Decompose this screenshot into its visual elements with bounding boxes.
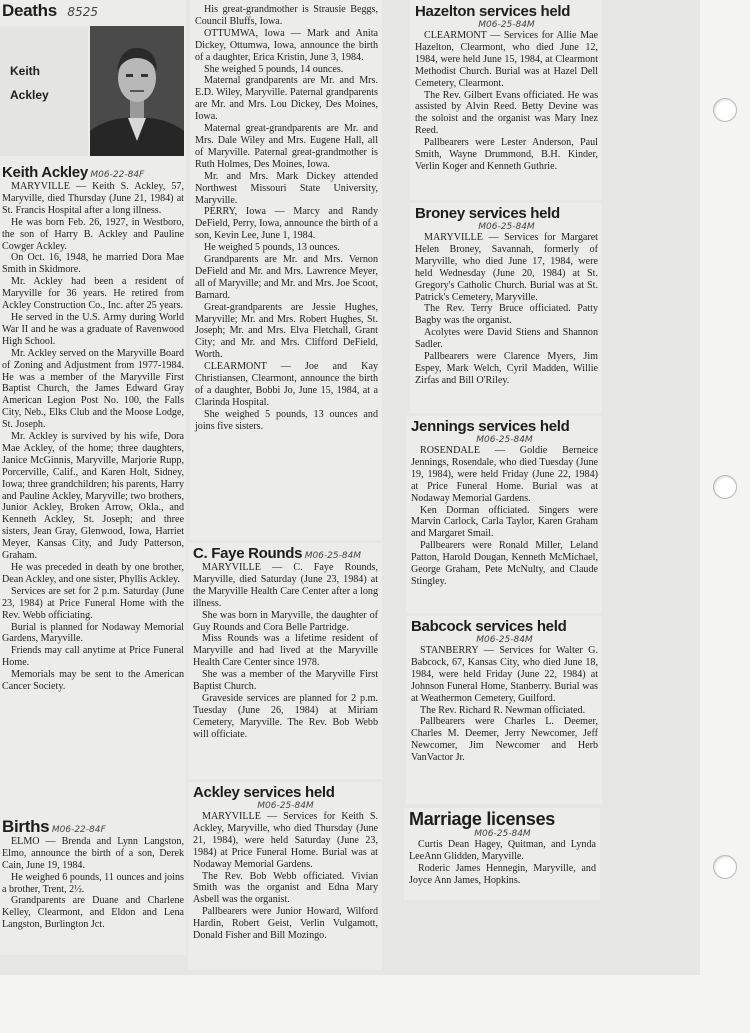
broney-headline: Broney services held (415, 205, 560, 222)
paragraph: Acolytes were David Stiens and Shannon Sadler. (415, 327, 598, 351)
paragraph: STANBERRY — Services for Walter G. Babcock, 67, Kansas City, who died June 18, 1984, were held Friday (June 22, 1984) at Johnson Funeral Home, Stanberry. Burial was at Weathermon Cemetery, Guilford. (411, 645, 598, 704)
paragraph: Roderic James Hennegin, Maryville, and Joyce Ann James, Hopkins. (409, 862, 596, 886)
broney-note: M06-25-84M (478, 222, 535, 232)
keith-ackley-note: M06-22-84F (90, 170, 145, 180)
paragraph: Pallbearers were Clarence Myers, Jim Espey, Mark Welch, Cyril Madden, Willie Zirfas and Bill O'Riley. (415, 351, 598, 386)
paragraph: He served in the U.S. Army during World War II and he was a graduate of Ravenwood High School. (2, 311, 184, 347)
paragraph: Graveside services are planned for 2 p.m. Tuesday (June 26, 1984) at Miriam Cemetery, Maryville. The Rev. Bob Webb will officiate. (193, 692, 378, 740)
deaths-header: Deaths (2, 1, 57, 20)
ackley-services-note: M06-25-84M (257, 801, 314, 811)
paragraph: Services are set for 2 p.m. Saturday (June 23, 1984) at Price Funeral Home with the Rev. Webb officiating. (2, 585, 184, 621)
births-header: Births (2, 817, 50, 836)
paragraph: She weighed 5 pounds, 14 ounces. (204, 63, 344, 75)
marriage-licenses-body (409, 839, 596, 887)
paragraph: She was a member of the Maryville First Baptist Church. (193, 669, 378, 693)
paragraph: PERRY, Iowa — Marcy and Randy DeField, Perry, Iowa, announce the birth of a son, Kevin Lee, June 1, 1984. (195, 206, 378, 242)
paragraph: MARYVILLE — Services for Margaret Helen Broney, Savannah, formerly of Maryville, who died June 17, 1984, were held Wednesday (June 20, 1984) at St. Gregory's Catholic Church. Burial was at St. Patrick's Cemetery, Maryville. (415, 232, 598, 303)
paragraph: Grandparents are Duane and Charlene Kelley, Clearmont, and Eldon and Lena Langston, Burlington Jct. (2, 895, 184, 931)
ackley-services-headline: Ackley services held (193, 784, 335, 801)
paragraph: She weighed 5 pounds, 13 ounces and joins five sisters. (195, 408, 378, 432)
paragraph: MARYVILLE — Keith S. Ackley, 57, Maryville, died Thursday (June 21, 1984) at St. Francis Hospital after a long illness. (2, 181, 184, 216)
photo-caption (0, 26, 88, 156)
deaths-handwritten-note: 8525 (67, 5, 98, 19)
paragraph: Ken Dorman officiated. Singers were Marvin Carlock, Carla Taylor, Karen Graham and Margaret Smail. (411, 504, 598, 540)
paragraph: Maternal great-grandparents are Mr. and Mrs. Dale Wiley and Mrs. Eugene Hall, all of Maryville. Paternal great-grandmother is Ruth Holmes, Des Moines, Iowa. (195, 123, 378, 170)
faye-rounds-note: M06-25-84M (304, 551, 362, 561)
paragraph: The Rev. Bob Webb officiated. Vivian Smith was the organist and Edna Mary Asbell was the organist. (193, 870, 378, 906)
photo-caption-last: Ackley (10, 87, 49, 102)
paragraph: OTTUMWA, Iowa — Mark and Anita Dickey, Ottumwa, Iowa, announce the birth of a daughter, Erica Kristin, June 3, 1984. (195, 27, 378, 63)
clipping-broney (410, 203, 602, 413)
paragraph: Pallbearers were Junior Howard, Wilford Hardin, Robert Geist, Verlin Vulgamott, Donald Fisher and Bill Mozingo. (193, 906, 378, 942)
ackley-services-body (193, 811, 378, 942)
marriage-licenses-headline: Marriage licenses (409, 809, 555, 829)
babcock-note: M06-25-84M (476, 635, 533, 645)
clipping-ackley-services (188, 782, 382, 970)
faye-rounds-headline: C. Faye Rounds (193, 545, 303, 562)
paragraph: The Rev. Gilbert Evans officiated. He was assisted by Alvin Reed. Betty Devine was the soloist and the organist was Mary Inez Reed. (415, 89, 598, 137)
clipping-faye-rounds (188, 543, 382, 779)
babcock-headline: Babcock services held (411, 618, 567, 635)
paragraph: Grandparents are Mr. and Mrs. Vernon DeField and Mr. and Mrs. Lawrence Meyer, all of Maryville; and Mr. and Mrs. Joe Scoot, Barnard. (195, 254, 378, 301)
binder-hole-middle (713, 475, 737, 499)
paragraph: Pallbearers were Charles L. Deemer, Charles M. Deemer, Jerry Newcomer, Jeff Newcomer, Jim Newcomer and Herb VanVactor Jr. (411, 716, 598, 764)
keith-ackley-headline: Keith Ackley (2, 164, 88, 181)
paragraph: He was born Feb. 26, 1927, in Westboro, the son of Harry B. Ackley and Pauline Cowger Ackley. (2, 216, 184, 252)
photo-caption-first: Keith (10, 64, 40, 78)
paragraph: Friends may call anytime at Price Funeral Home. (2, 645, 184, 669)
paragraph: The Rev. Richard R. Newman officiated. (420, 704, 586, 716)
paragraph: CLEARMONT — Joe and Kay Christiansen, Clearmont, announce the birth of a daughter, Bobbi Jo, June 15, 1984, at a Clarinda Hospital. (195, 361, 378, 408)
paragraph: Mr. Ackley had been a resident of Maryville for 36 years. He retired from Ackley Construction Co., Inc. after 25 years. (2, 276, 184, 312)
clipping-hazelton (410, 0, 602, 200)
paragraph: On Oct. 16, 1948, he married Dora Mae Smith in Skidmore. (2, 252, 184, 276)
paragraph: She was born in Maryville, the daughter of Guy Rounds and Cora Belle Partridge. (193, 609, 378, 633)
binder-hole-bottom (713, 855, 737, 879)
marriage-licenses-note: M06-25-84M (474, 829, 531, 839)
clipping-keith-ackley (0, 0, 186, 955)
births-body (2, 836, 184, 931)
jennings-headline: Jennings services held (411, 418, 570, 435)
clipping-births-continued (190, 0, 382, 540)
paragraph: MARYVILLE — C. Faye Rounds, Maryville, died Saturday (June 23, 1984) at the Maryville Health Care Center after a long illness. (193, 562, 378, 609)
clipping-babcock (406, 616, 602, 804)
paragraph: Mr. Ackley served on the Maryville Board of Zoning and Adjustment from 1977-1984. He was a member of the Maryville First Baptist Church, the James Edward Gray American Legion Post No. 100, the Falls City, Neb., Elks Club and the Moose Lodge, St. Joseph. (2, 347, 184, 431)
clipping-jennings (406, 416, 602, 613)
keith-ackley-portrait (90, 26, 184, 156)
paragraph: Great-grandparents are Jessie Hughes, Maryville; Mr. and Mrs. Robert Hughes, St. Joseph; Mr. and Mrs. Elva Fletchall, Grant City; and Mr. and Mrs. Clifford DeField, Worth. (195, 301, 378, 361)
paragraph: Mr. and Mrs. Mark Dickey attended Northwest Missouri State University, Maryville. (195, 170, 378, 206)
paragraph: He weighed 5 pounds, 13 ounces. (204, 242, 340, 254)
paragraph: Curtis Dean Hagey, Quitman, and Lynda LeeAnn Glidden, Maryville. (409, 839, 596, 862)
paragraph: His great-grandmother is Strausie Beggs, Council Bluffs, Iowa. (195, 4, 378, 27)
paragraph: Miss Rounds was a lifetime resident of Maryville and had lived at the Maryville Health Care Center since 1978. (193, 633, 378, 669)
hazelton-note: M06-25-84M (478, 20, 535, 30)
paragraph: The Rev. Terry Bruce officiated. Patty Bagby was the organist. (415, 303, 598, 327)
paragraph: He was preceded in death by one brother, Dean Ackley, and one sister, Phyllis Ackley. (2, 562, 184, 585)
keith-ackley-body (2, 181, 184, 693)
broney-body (415, 232, 598, 387)
hazelton-headline: Hazelton services held (415, 3, 571, 20)
hazelton-body (415, 30, 598, 173)
paragraph: Mr. Ackley is survived by his wife, Dora Mae Ackley, of the home; three daughters, Janice McGinnis, Maryville, Marjorie Rupp, Porcerville, Calif., and Karen Holt, Sidney, Iowa; three grandchildren; his parents, Harry and Pauline Ackley, Maryville; two brothers, Junior Ackley, Broken Arrow, Okla., and Kenneth Ackley, St. Joseph; and three sisters, Jean Gray, Glenwood, Iowa, Harriet Meyer, Kansas City, and Judy Patterson, Graham. (2, 431, 184, 562)
babcock-body (411, 645, 598, 764)
paragraph: CLEARMONT — Services for Allie Mae Hazelton, Clearmont, who died June 12, 1984, were held June 15, 1984, at Clearmont Methodist Church. Burial was at Hazel Dell Cemetery, Clearmont. (415, 30, 598, 89)
clipping-marriage-licenses (404, 808, 600, 900)
binder-hole-top (713, 98, 737, 122)
paragraph: Pallbearers were Ronald Miller, Leland Patton, Harold Dougan, Kenneth McMichael, George Graham, Pete McNulty, and Claude Stingley. (411, 540, 598, 587)
births-continued-body (190, 0, 382, 433)
births-note: M06-22-84F (51, 825, 106, 835)
paragraph: ELMO — Brenda and Lynn Langston, Elmo, announce the birth of a son, Derek Cain, June 19, 1984. (2, 835, 184, 871)
paragraph: ROSENDALE — Goldie Berneice Jennings, Rosendale, who died Tuesday (June 19, 1984), were held Friday (June 22, 1984) at Price Funeral Home. Burial was at Nodaway Memorial Gardens. (411, 445, 598, 504)
paragraph: Memorials may be sent to the American Cancer Society. (2, 669, 184, 693)
faye-rounds-body (193, 562, 378, 741)
paragraph: MARYVILLE — Services for Keith S. Ackley, Maryville, who died Thursday (June 21, 1984), were held Saturday (June 23, 1984) at Price Funeral Home. Burial was at Nodaway Memorial Gardens. (193, 811, 378, 870)
paragraph: Pallbearers were Lester Anderson, Paul Smith, Wayne Drummond, B.H. Kinder, Verlin Koger and Kenneth Guthrie. (415, 137, 598, 172)
jennings-body (411, 445, 598, 588)
paragraph: Burial is planned for Nodaway Memorial Gardens, Maryville. (2, 621, 184, 645)
jennings-note: M06-25-84M (476, 435, 533, 445)
paragraph: He weighed 6 pounds, 11 ounces and joins a brother, Trent, 2½. (2, 871, 184, 895)
paragraph: Maternal grandparents are Mr. and Mrs. E.D. Wiley, Maryville. Paternal grandparents are Mr. and Mrs. Lou Dickey, Des Moines, Iowa. (195, 75, 378, 123)
